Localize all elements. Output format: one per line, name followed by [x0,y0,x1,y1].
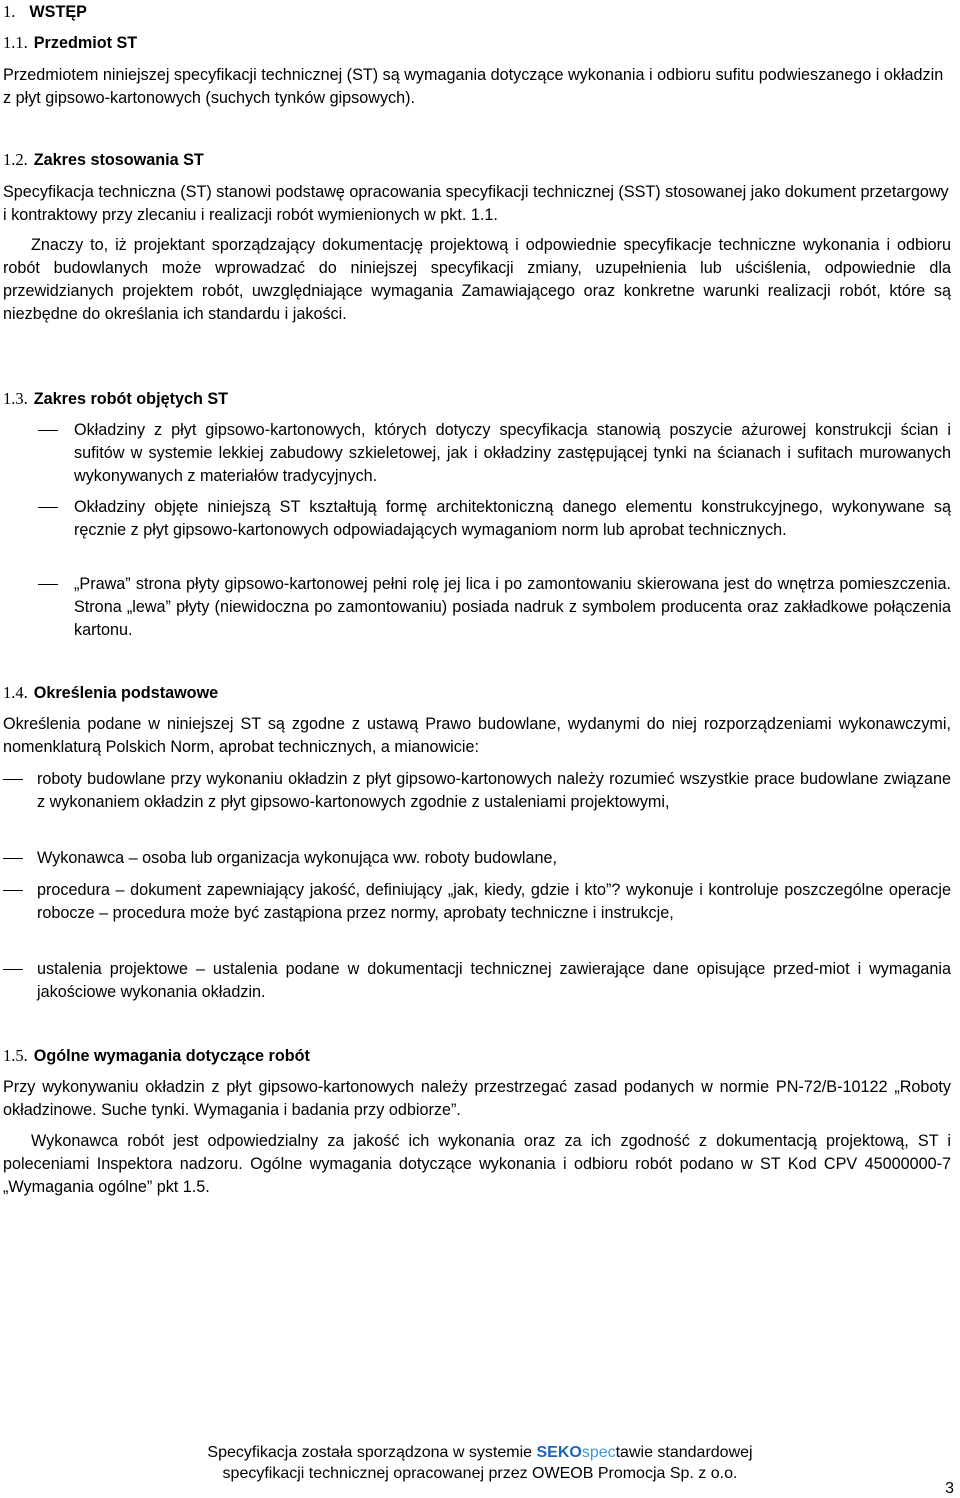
list-item-text: roboty budowlane przy wykonaniu okładzin z płyt gipsowo-kartonowych należy rozumieć wszystkie prace budowlane związane z wykonaniem okładzin z płyt gipsowo-kartonowych zgodnie z ustaleniami projektowymi, [37,770,951,811]
paragraph: Znaczy to, iż projektant sporządzający dokumentację projektową i odpowiednie specyfikacje techniczne wykonania i odbioru robót budowlanych może wprowadzać do niniejszej specyfikacji zmiany, uzupełnienia lub uściślenia, odpowiednie dla przewidzianych projektem robót, uwzględniające wymagania Zamawiającego oraz konkretne warunki realizacji robót, które są niezbędne do określania ich standardu i jakości. [3,236,951,323]
footer-text: tawie standardowej [615,1444,753,1461]
section-heading-1-5 [3,1044,951,1068]
list-item-text: Wykonawca – osoba lub organizacja wykonująca ww. roboty budowlane, [37,849,557,867]
section-title: Ogólne wymagania dotyczące robót [33,1047,310,1065]
paragraph: Wykonawca robót jest odpowiedzialny za jakość ich wykonania oraz za ich zgodność z dokumentacją projektową, ST i poleceniami Inspektora nadzoru. Ogólne wymagania dotyczące wykonania i odbioru robót podano w ST Kod CPV 45000000-7 „Wymagania ogólne” pkt 1.5. [3,1132,951,1196]
dash-bullet-icon [3,890,23,891]
list-item-text: „Prawa” strona płyty gipsowo-kartonowej pełni rolę jej lica i po zamontowaniu skierowana jest do wnętrza pomieszczenia. Strona „lewa” płyty (niewidoczna po zamontowaniu) posiada nadruk z symbolem producenta oraz zakładkowe połączenia kartonu. [74,575,951,639]
list-item-text: procedura – dokument zapewniający jakość, definiujący „jak, kiedy, gdzie i kto”? wykonuje i kontroluje poszczególne operacje robocze – procedura może być zastąpiona przez normy, aprobaty techniczne i instrukcje, [37,881,951,922]
section-heading-1-4 [3,681,951,705]
section-title: Określenia podstawowe [33,684,219,702]
section-number: 1.5. [3,1046,28,1065]
section-title: Zakres stosowania ST [33,151,204,169]
section-number: 1.1. [3,33,28,52]
logo-seko: SEKO [536,1444,582,1461]
chapter-heading [3,0,951,24]
section-heading-1-3 [3,387,951,411]
footer-line-2: specyfikacji technicznej opracowanej przez OWEOB Promocja Sp. z o.o. [222,1465,738,1482]
footer-line-1 [0,1442,960,1463]
chapter-number: 1. [3,2,16,21]
section-heading-1-2 [3,148,951,172]
dash-bullet-icon [3,779,23,780]
page-number: 3 [945,1480,954,1497]
dash-bullet-icon [38,430,58,431]
logo-spec: spec [581,1444,616,1461]
dash-bullet-icon [3,858,23,859]
section-number: 1.3. [3,389,28,408]
list-item-text: Okładziny objęte niniejszą ST kształtują formę architektoniczną danego elementu konstrukcyjnego, wykonywane są ręcznie z płyt gipsowo-kartonowych odpowiadających wymaganiom norm lub aprobat technicznych. [74,498,951,539]
section-title: Zakres robót objętych ST [33,390,229,408]
paragraph: Określenia podane w niniejszej ST są zgodne z ustawą Prawo budowlane, wydanymi do niej rozporządzeniami wykonawczymi, nomenklaturą Polskich Norm, aprobat technicznych, a mianowicie: [3,715,951,756]
paragraph: Przy wykonywaniu okładzin z płyt gipsowo-kartonowych należy przestrzegać zasad podanych w normie PN-72/B-10122 „Roboty okładzinowe. Suche tynki. Wymagania i badania przy odbiorze”. [3,1078,951,1119]
section-number: 1.2. [3,150,28,169]
section-number: 1.4. [3,683,28,702]
paragraph: Specyfikacja techniczna (ST) stanowi podstawę opracowania specyfikacji technicznej (SST) stosowanej jako dokument przetargowy i kontraktowy przy zlecaniu i realizacji robót wymienionych w pkt. 1.1. [3,183,949,224]
sekospec-logo [536,1444,615,1461]
list-item-text: Okładziny z płyt gipsowo-kartonowych, których dotyczy specyfikacja stanowią poszycie ażurowej konstrukcji ścian i sufitów w systemie lekkiej zabudowy szkieletowej, jak i okładziny zastępującej tynki na ścianach i sufitach murowanych wykonywanych z materiałów tradycyjnych. [74,421,951,485]
dash-bullet-icon [38,584,58,585]
dash-bullet-icon [3,969,23,970]
paragraph: Przedmiotem niniejszej specyfikacji technicznej (ST) są wymagania dotyczące wykonania i odbioru sufitu podwieszanego i okładzin z płyt gipsowo-kartonowych (suchych tynków gipsowych). [3,66,944,107]
page-footer [0,1442,960,1484]
dash-bullet-icon [38,507,58,508]
list-item-text: ustalenia projektowe – ustalenia podane w dokumentacji technicznej zawierające dane opisujące przed-miot i wymagania jakościowe wykonania okładzin. [37,960,951,1001]
section-title: Przedmiot ST [33,34,138,52]
section-heading-1-1 [3,31,951,55]
footer-text: Specyfikacja została sporządzona w systemie [207,1444,537,1461]
chapter-title: WSTĘP [29,3,87,21]
